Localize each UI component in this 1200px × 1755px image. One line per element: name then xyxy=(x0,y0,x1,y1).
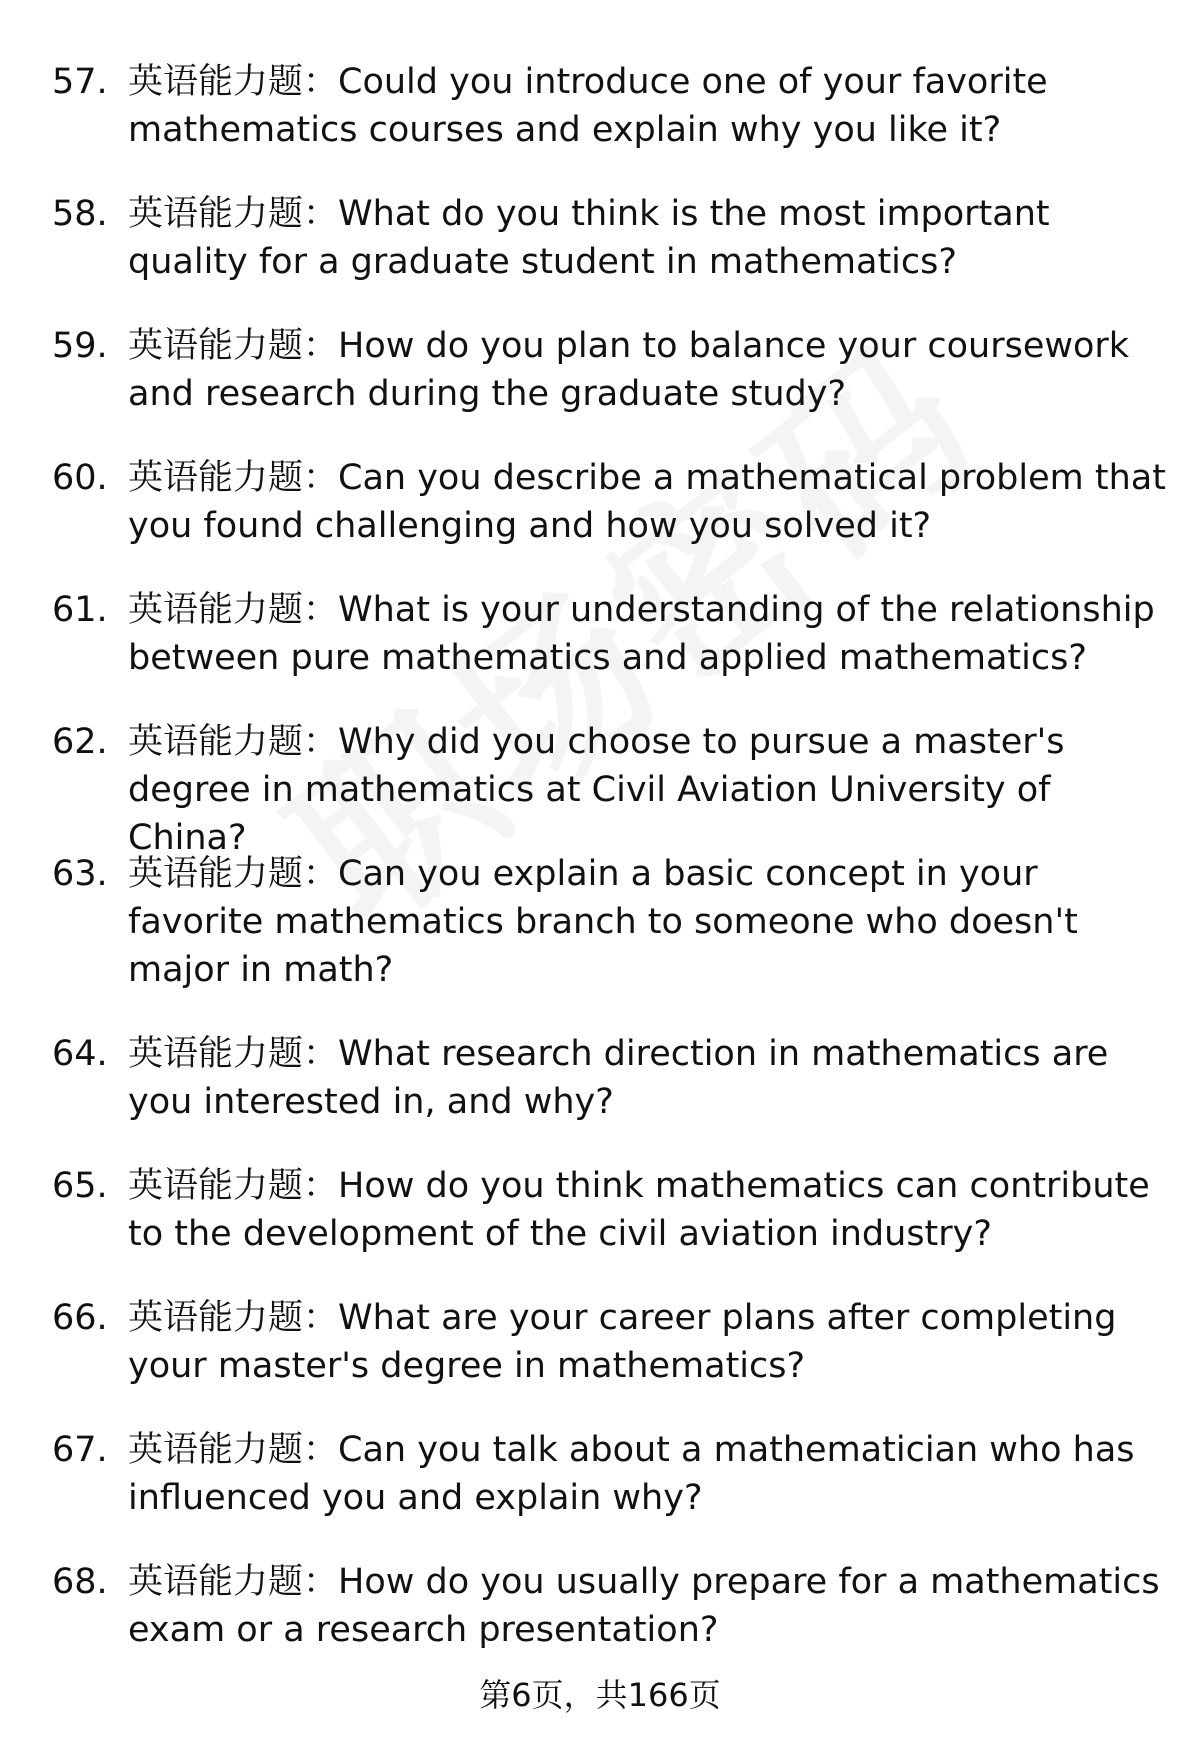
question-text: 英语能力题：What do you think is the most important quality for a graduate student in mathematics? xyxy=(128,194,1050,282)
question-text: 英语能力题：How do you plan to balance your coursework and research during the graduate study? xyxy=(128,326,1130,414)
question-number: 60. xyxy=(52,458,108,498)
question-item xyxy=(0,1426,1200,1558)
question-text: 英语能力题：Can you talk about a mathematician who has influenced you and explain why? xyxy=(128,1430,1135,1518)
question-number: 58. xyxy=(52,194,108,234)
question-number: 61. xyxy=(52,590,108,630)
question-text: 英语能力题：What is your understanding of the relationship between pure mathematics and applied mathematics? xyxy=(128,590,1155,678)
question-text: 英语能力题：Can you describe a mathematical problem that you found challenging and how you solved it? xyxy=(128,458,1166,546)
question-text: 英语能力题：Why did you choose to pursue a master's degree in mathematics at Civil Aviation University of China? xyxy=(128,722,1065,858)
question-item xyxy=(0,58,1200,190)
question-item xyxy=(0,718,1200,858)
question-item xyxy=(0,1030,1200,1162)
question-item xyxy=(0,1294,1200,1426)
question-text: 英语能力题：What research direction in mathematics are you interested in, and why? xyxy=(128,1034,1109,1122)
question-text: 英语能力题：How do you usually prepare for a mathematics exam or a research presentation? xyxy=(128,1562,1160,1650)
question-number: 59. xyxy=(52,326,108,366)
question-text: 英语能力题：What are your career plans after completing your master's degree in mathematics? xyxy=(128,1298,1117,1386)
question-number: 65. xyxy=(52,1166,108,1206)
question-list xyxy=(0,58,1200,1690)
question-item xyxy=(0,586,1200,718)
question-item xyxy=(0,850,1200,1030)
question-number: 57. xyxy=(52,62,108,102)
question-number: 68. xyxy=(52,1562,108,1602)
question-number: 64. xyxy=(52,1034,108,1074)
question-number: 62. xyxy=(52,722,108,762)
page-footer: 第6页，共166页 xyxy=(479,1676,721,1714)
question-text: 英语能力题：How do you think mathematics can contribute to the development of the civil aviation industry? xyxy=(128,1166,1150,1254)
question-item xyxy=(0,190,1200,322)
question-number: 66. xyxy=(52,1298,108,1338)
question-number: 67. xyxy=(52,1430,108,1470)
question-item xyxy=(0,322,1200,454)
question-item xyxy=(0,1558,1200,1690)
question-text: 英语能力题：Can you explain a basic concept in your favorite mathematics branch to someone who doesn't major in math? xyxy=(128,854,1078,990)
question-item xyxy=(0,454,1200,586)
question-text: 英语能力题：Could you introduce one of your favorite mathematics courses and explain why you like it? xyxy=(128,62,1048,150)
question-number: 63. xyxy=(52,854,108,894)
question-item xyxy=(0,1162,1200,1294)
